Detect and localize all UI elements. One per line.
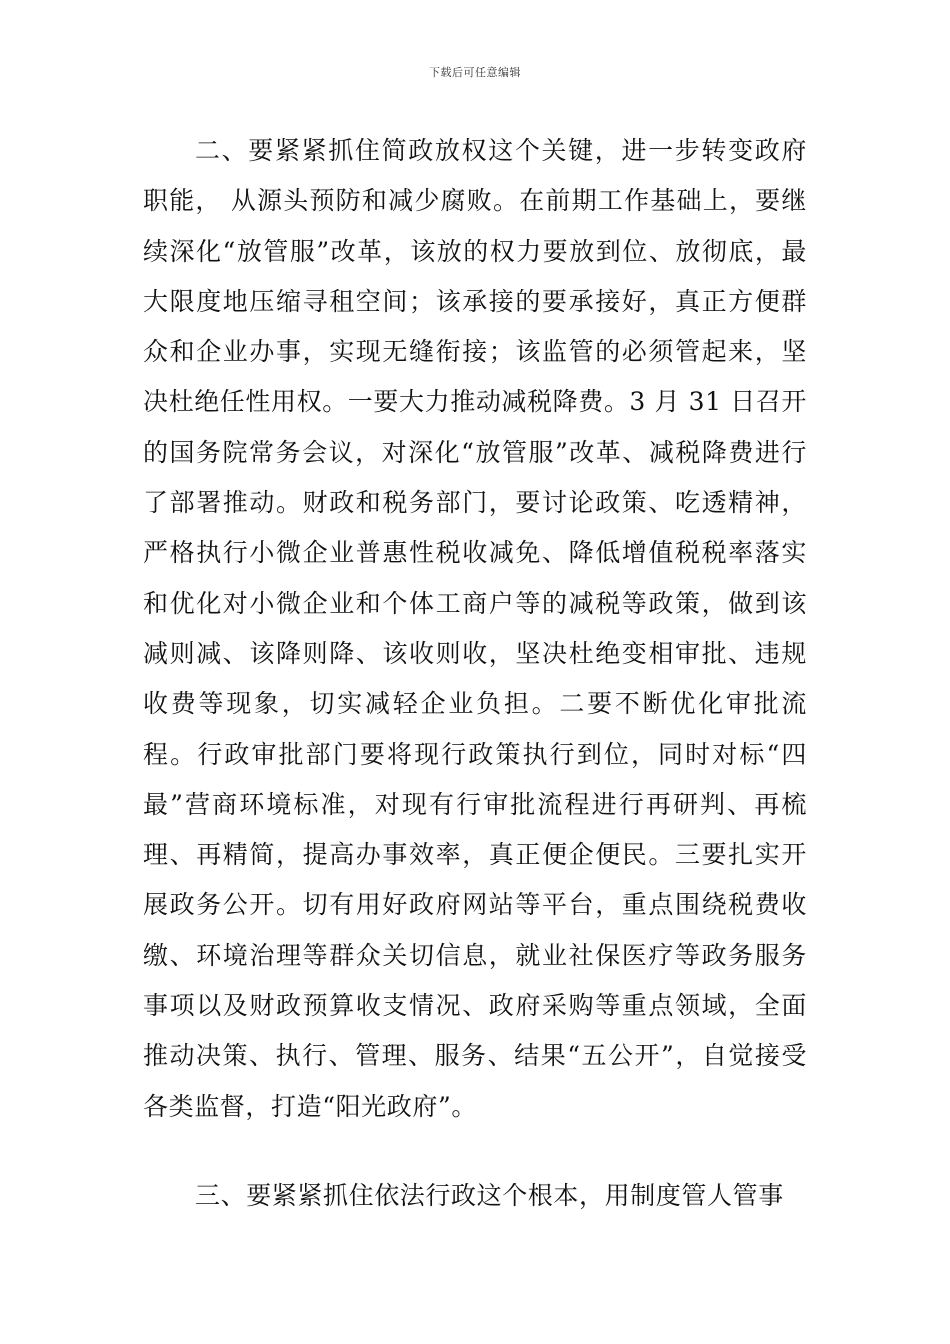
body-paragraph-2: 三、要紧紧抓住依法行政这个根本，用制度管人管事 bbox=[195, 1181, 784, 1210]
header-note: 下载后可任意编辑 bbox=[429, 66, 521, 79]
body-paragraph-1: 二、要紧紧抓住简政放权这个关键，进一步转变政府职能， 从源头预防和减少腐败。在前期工作基础上，要继续深化“放管服”改革，该放的权力要放到位、放彻底，最大限度地压缩寻租空间；该承接的要承接好，真正方便群众和企业办事，实现无缝衔接；该监管的必须管起来，坚决杜绝任性用权。一要大力推动减税降费。3 月 31 日召开的国务院常务会议，对深化“放管服”改革、减税降费进行了部署推动。财政和税务部门，要讨论政策、吃透精神，严格执行小微企业普惠性税收减免、降低增值税税率落实和优化对小微企业和个体工商户等的减税等政策，做到该减则减、该降则降、该收则收，坚决杜绝变相审批、违规收费等现象，切实减轻企业负担。二要不断优化审批流程。行政审批部门要将现行政策执行到位，同时对标“四最”营商环境标准，对现有行审批流程进行再研判、再梳理、再精简，提高办事效率，真正便企便民。三要扎实开展政务公开。切有用好政府网站等平台，重点围绕税费收缴、环境治理等群众关切信息，就业社保医疗等政务服务事项以及财政预算收支情况、政府采购等重点领域，全面推动决策、执行、管理、服务、结果“五公开”，自觉接受各类监督，打造“阳光政府”。 bbox=[143, 136, 807, 1121]
